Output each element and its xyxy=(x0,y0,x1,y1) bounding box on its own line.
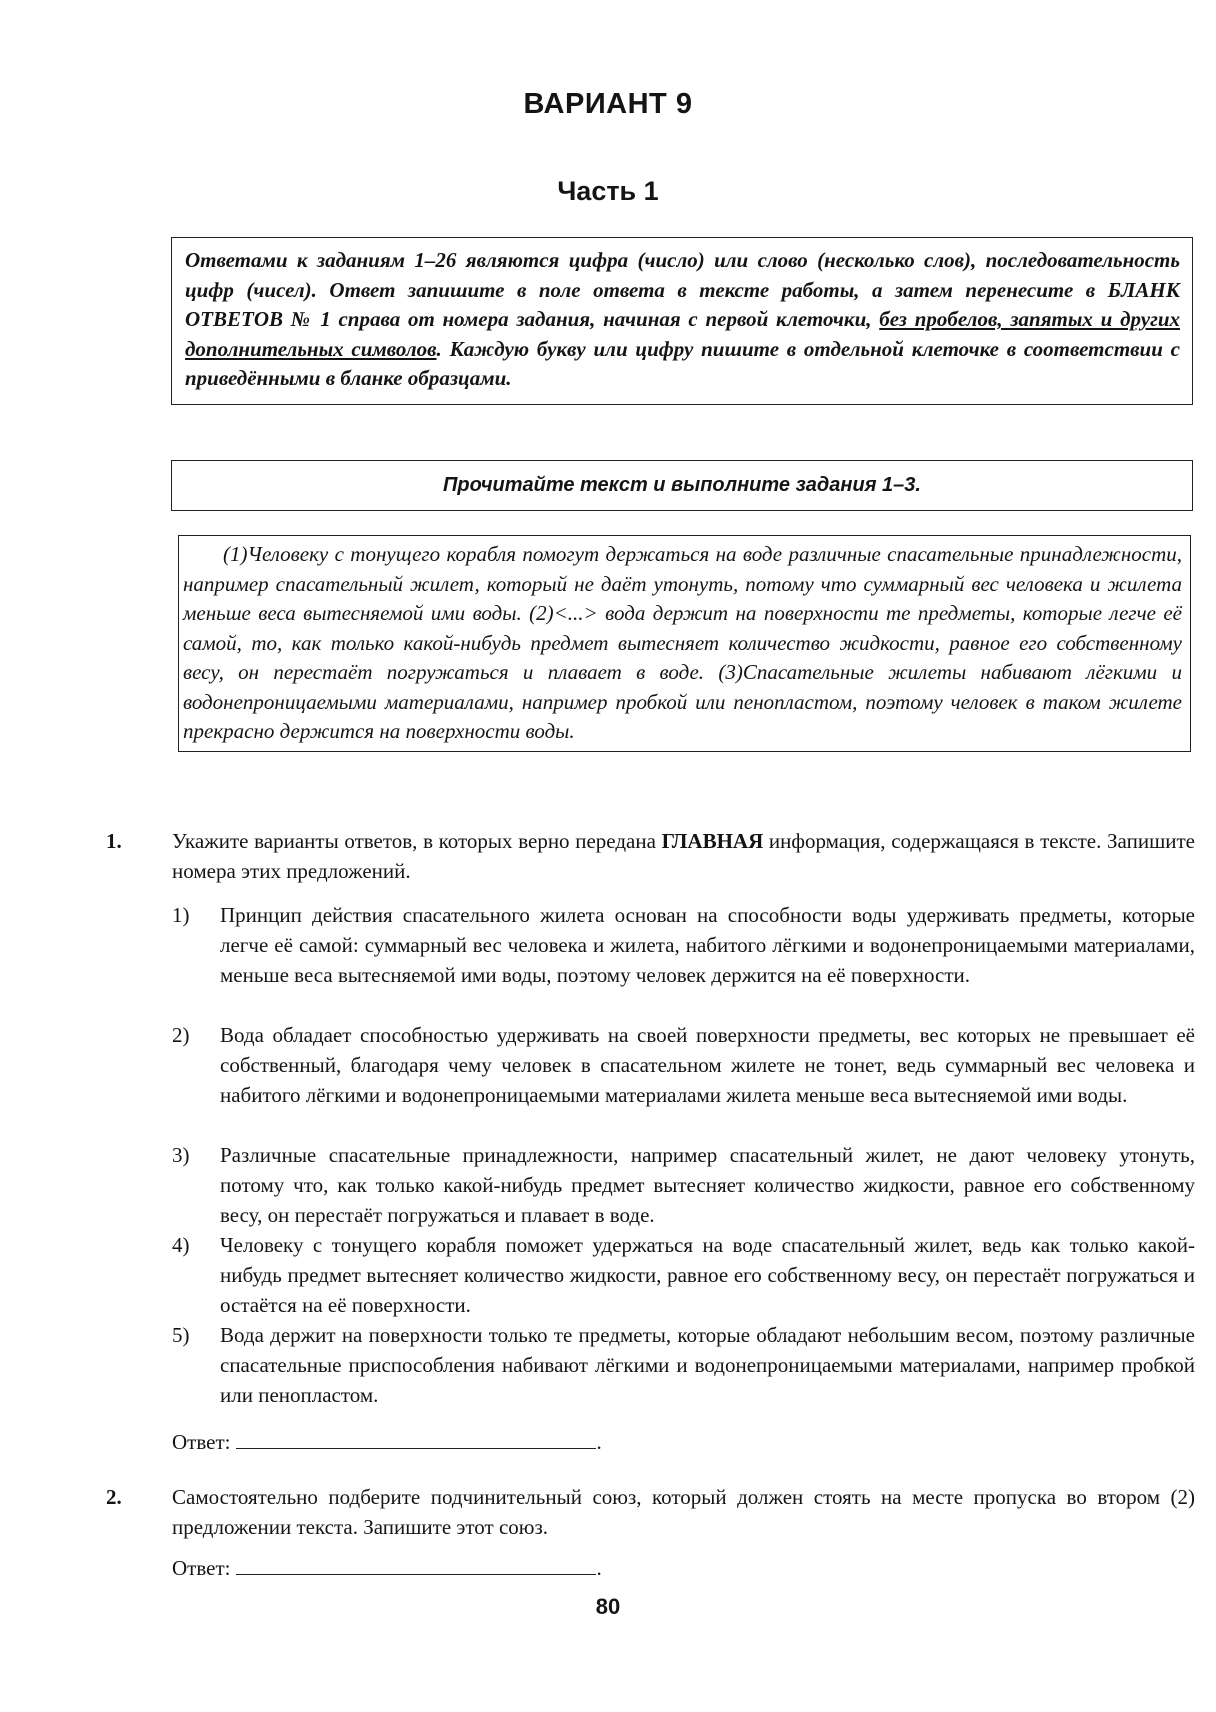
answer-label: Ответ: xyxy=(172,1556,231,1580)
option-text: Вода обладает способностью удерживать на своей поверхности предметы, вес которых не превышает её собственный, благодаря чему человек в спасательном жилете не тонет, ведь суммарный вес человека и набитого лёгкими и водонепроницаемыми материалами жилета меньше веса вытесняемой ими воды. xyxy=(220,1023,1195,1107)
option-text: Различные спасательные принадлежности, например спасательный жилет, не дают человеку утонуть, потому что, как только какой-нибудь предмет вытесняет количество жидкости, равное его собственному весу, он перестаёт погружаться и плавает в воде. xyxy=(220,1143,1195,1227)
answer-line[interactable] xyxy=(236,1554,596,1575)
task-question xyxy=(172,826,1195,886)
option-number: 4) xyxy=(172,1233,190,1257)
instructions-box xyxy=(171,237,1193,405)
read-prompt: Прочитайте текст и выполните задания 1–3. xyxy=(443,474,921,496)
reading-text-box xyxy=(178,535,1191,752)
option-text: Человеку с тонущего корабля поможет удержаться на воде спасательный жилет, ведь как только какой-нибудь предмет вытесняет количество жидкости, равное его собственному весу, он перестаёт погружаться и остаётся на её поверхности. xyxy=(220,1233,1195,1317)
task-2-answer: Ответ: . xyxy=(172,1556,602,1580)
question-text: Укажите варианты ответов, в которых верно передана xyxy=(172,829,662,853)
option-number: 2) xyxy=(172,1023,190,1047)
instructions-text-end: . Каждую букву или цифру пишите в отдельной клеточке в соответствии с приведёнными в бланке образцами. xyxy=(185,336,1180,390)
option-text: Принцип действия спасательного жилета основан на способности воды удерживать предметы, которые легче её самой: суммарный вес человека и жилета, набитого лёгкими и водонепроницаемыми материалами, меньше веса вытесняемой ими воды, поэтому человек держится на её поверхности. xyxy=(220,903,1195,987)
page-number: 80 xyxy=(595,1594,621,1619)
answer-line[interactable] xyxy=(236,1428,596,1449)
instructions-text: Ответами к заданиям 1–26 являются цифра (число) или слово (несколько слов), последовательность цифр (чисел). Ответ запишите в поле ответа в тексте работы, а затем перенесите в БЛАНК ОТВЕТОВ № 1 справа от номера задания, начиная с первой клеточки, xyxy=(185,248,1180,331)
answer-label: Ответ: xyxy=(172,1430,231,1454)
task-question: Самостоятельно подберите подчинительный союз, который должен стоять на месте пропуска во втором (2) предложении текста. Запишите этот союз. xyxy=(172,1485,1195,1539)
task-number: 2. xyxy=(106,1485,122,1509)
reading-text: (1)Человеку с тонущего корабля помогут держаться на воде различные спасательные принадлежности, например спасательный жилет, который не даёт утонуть, потому что суммарный вес человека и жилета меньше веса вытесняемой ими воды. (2)<...> вода держит на поверхности те предметы, которые легче её самой, то, как только какой-нибудь предмет вытесняет количество жидкости, равное его собственному весу, он перестаёт погружаться и плавает в воде. (3)Спасательные жилеты набивают лёгкими и водонепроницаемыми материалами, например пробкой или пенопластом, поэтому человек в таком жилете прекрасно держится на поверхности воды. xyxy=(183,542,1182,743)
read-prompt-box xyxy=(171,460,1193,511)
option-text: Вода держит на поверхности только те предметы, которые обладают небольшим весом, поэтому различные спасательные приспособления набивают лёгкими и водонепроницаемыми материалами, например пробкой или пенопластом. xyxy=(220,1323,1195,1407)
question-emphasis: ГЛАВНАЯ xyxy=(661,829,764,853)
option-number: 1) xyxy=(172,903,190,927)
task-1-answer: Ответ: . xyxy=(172,1430,602,1454)
question-text-end: информация, содержащаяся в тексте. Запишите номера этих предложений. xyxy=(172,829,1195,883)
part-title: Часть 1 xyxy=(557,176,659,206)
variant-title: ВАРИАНТ 9 xyxy=(523,88,693,120)
instructions-underlined: без пробелов, запятых и других дополнительных символов xyxy=(185,307,1181,361)
task-number: 1. xyxy=(106,829,122,853)
option-number: 3) xyxy=(172,1143,190,1167)
option-number: 5) xyxy=(172,1323,190,1347)
